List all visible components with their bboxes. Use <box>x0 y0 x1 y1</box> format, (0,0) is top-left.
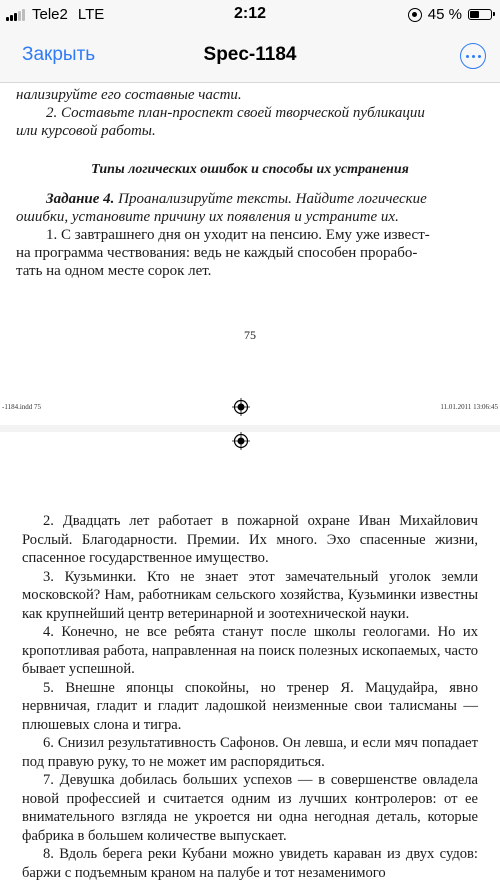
exercise-item: 8. Вдоль берега реки Кубани можно увидеть караван из двух судов: баржи с подъемным краном на палубе и тот незаменимого <box>22 846 478 881</box>
assignment-continuation: ошибки, установите причину их появления и устраните их. <box>16 209 399 225</box>
footer-timestamp: 11.01.2011 13:06:45 <box>440 403 498 411</box>
item-1-line-2: на программа чествования: ведь не каждый способен прорабо- <box>16 245 418 261</box>
exercise-item: 2. Двадцать лет работает в пожарной охране Иван Михайлович Рослый. Благодарности. Премии. Их много. Эхо спасенные жизни, спасенное государственное имущество. <box>22 513 478 566</box>
exercise-item: 7. Девушка добилась больших успехов — в совершенстве овладела новой профессией и считается одним из лучших контролеров: от ее внимательного взгляда не укроется ни одна негодная деталь, которые фабрика в большем количестве выпускает. <box>22 772 478 844</box>
orientation-lock-icon <box>408 8 422 22</box>
item-1-line-1: 1. С завтрашнего дня он уходит на пенсию. Ему уже извест- <box>46 227 430 243</box>
document-title: Spec-1184 <box>203 44 297 65</box>
exercise-items <box>22 512 478 882</box>
close-button[interactable]: Закрыть <box>22 44 96 65</box>
page-number: 75 <box>244 328 256 342</box>
more-options-icon[interactable] <box>460 43 486 69</box>
exercise-item: 6. Снизил результативность Сафонов. Он левша, и если мяч попадает под правую руку, то не может им распорядиться. <box>22 735 478 770</box>
battery-icon <box>468 9 492 20</box>
text-line: нализируйте его составные части. <box>16 87 242 103</box>
exercise-item: 3. Кузьминки. Кто не знает этот замечательный уголок земли московской? Нам, работникам сельского хозяйства, Кузьминки известны как крупнейший центр ветеринарной и зоотехнической науки. <box>22 568 478 622</box>
assignment-label: Задание 4. <box>46 191 115 207</box>
network-type: LTE <box>77 6 105 23</box>
assignment-text: Проанализируйте тексты. Найдите логические <box>114 191 427 207</box>
exercise-item: 4. Конечно, не все ребята станут после школы геологами. Но их кропотливая работа, направленная на поиск полезных ископаемых, часто бывает успешной. <box>22 624 478 677</box>
document-page-76 <box>0 432 500 889</box>
status-bar <box>0 0 500 30</box>
item-1-line-3: тать на одном месте сорок лет. <box>16 263 212 279</box>
exercise-item: 5. Внешне японцы спокойны, но тренер Я. Мацудайра, явно нервничая, гладит и гладит ладошкой неизменные свои талисманы — плюшевых слона и тигра. <box>22 679 478 733</box>
registration-mark-icon <box>232 432 250 450</box>
registration-mark-icon <box>232 398 250 416</box>
task-2-continuation: или курсовой работы. <box>16 123 156 139</box>
navigation-bar <box>0 30 500 83</box>
section-heading: Типы логических ошибок и способы их устранения <box>91 162 409 177</box>
assignment-line <box>46 190 427 208</box>
battery-percent: 45 % <box>427 6 462 23</box>
footer-filename: -1184.indd 75 <box>2 403 42 411</box>
carrier-name: Tele2 <box>32 6 68 23</box>
document-page-75 <box>0 83 500 425</box>
clock: 2:12 <box>233 5 267 22</box>
task-2-line: 2. Составьте план-проспект своей творческой публикации <box>46 105 425 121</box>
